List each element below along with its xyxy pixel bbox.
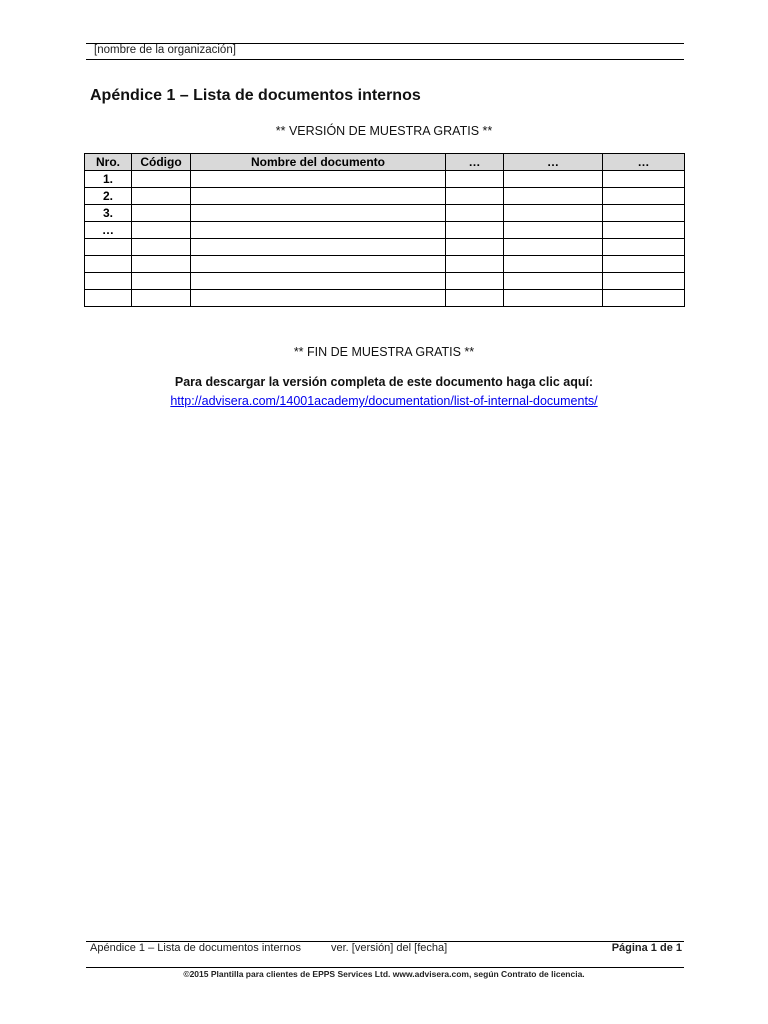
cell-name [191,290,446,307]
cell-extra [504,290,603,307]
cell-code [132,290,191,307]
row-number: 2. [85,188,132,205]
header-rule-bottom [86,59,684,60]
table-row [85,171,685,188]
copyright-notice: ©2015 Plantilla para clientes de EPPS Services Ltd. www.advisera.com, según Contrato de licencia. [183,969,585,979]
cell-name [191,188,446,205]
cell-extra [446,222,504,239]
row-number [85,273,132,290]
footer-page-number: Página 1 de 1 [611,942,682,954]
col-header-number: Nro. [85,154,132,171]
internal-documents-table [84,153,685,307]
cell-extra [446,256,504,273]
col-header-code: Código [132,154,191,171]
row-number: 1. [85,171,132,188]
cell-name [191,205,446,222]
download-link-container [0,394,768,408]
row-number: … [85,222,132,239]
cell-extra [603,222,685,239]
row-number [85,290,132,307]
table-row [85,222,685,239]
cell-extra [603,171,685,188]
footer-version: ver. [versión] del [fecha] [331,942,448,954]
cell-extra [504,256,603,273]
download-instructions: Para descargar la versión completa de este documento haga clic aquí: [174,375,594,389]
cell-extra [504,188,603,205]
col-header-extra-1: … [446,154,504,171]
download-link[interactable]: http://advisera.com/14001academy/documentation/list-of-internal-documents/ [170,394,598,408]
cell-name [191,273,446,290]
cell-extra [446,171,504,188]
row-number: 3. [85,205,132,222]
cell-extra [446,239,504,256]
cell-extra [446,188,504,205]
organization-name: [nombre de la organización] [94,44,236,56]
cell-extra [603,290,685,307]
table-row [85,256,685,273]
cell-extra [446,290,504,307]
cell-code [132,273,191,290]
cell-extra [603,256,685,273]
cell-extra [603,273,685,290]
cell-code [132,256,191,273]
cell-extra [446,205,504,222]
table-row [85,205,685,222]
row-number [85,239,132,256]
cell-extra [446,273,504,290]
cell-code [132,188,191,205]
cell-code [132,222,191,239]
cell-extra [504,239,603,256]
col-header-extra-2: … [504,154,603,171]
document-title: Apéndice 1 – Lista de documentos internos [90,87,421,104]
cell-name [191,256,446,273]
cell-name [191,239,446,256]
sample-end-notice: ** FIN DE MUESTRA GRATIS ** [293,345,475,359]
cell-extra [504,222,603,239]
cell-extra [504,171,603,188]
sample-version-notice: ** VERSIÓN DE MUESTRA GRATIS ** [275,124,493,138]
table-row [85,188,685,205]
cell-extra [603,188,685,205]
cell-name [191,171,446,188]
table-row [85,273,685,290]
footer-document-title: Apéndice 1 – Lista de documentos internos [90,942,301,954]
table-row [85,290,685,307]
cell-extra [603,205,685,222]
cell-extra [504,273,603,290]
table-header-row [85,154,685,171]
cell-code [132,171,191,188]
cell-extra [504,205,603,222]
cell-code [132,205,191,222]
table-row [85,239,685,256]
col-header-extra-3: … [603,154,685,171]
col-header-document-name: Nombre del documento [191,154,446,171]
cell-code [132,239,191,256]
footer-rule-bottom [86,967,684,968]
row-number [85,256,132,273]
cell-extra [603,239,685,256]
cell-name [191,222,446,239]
